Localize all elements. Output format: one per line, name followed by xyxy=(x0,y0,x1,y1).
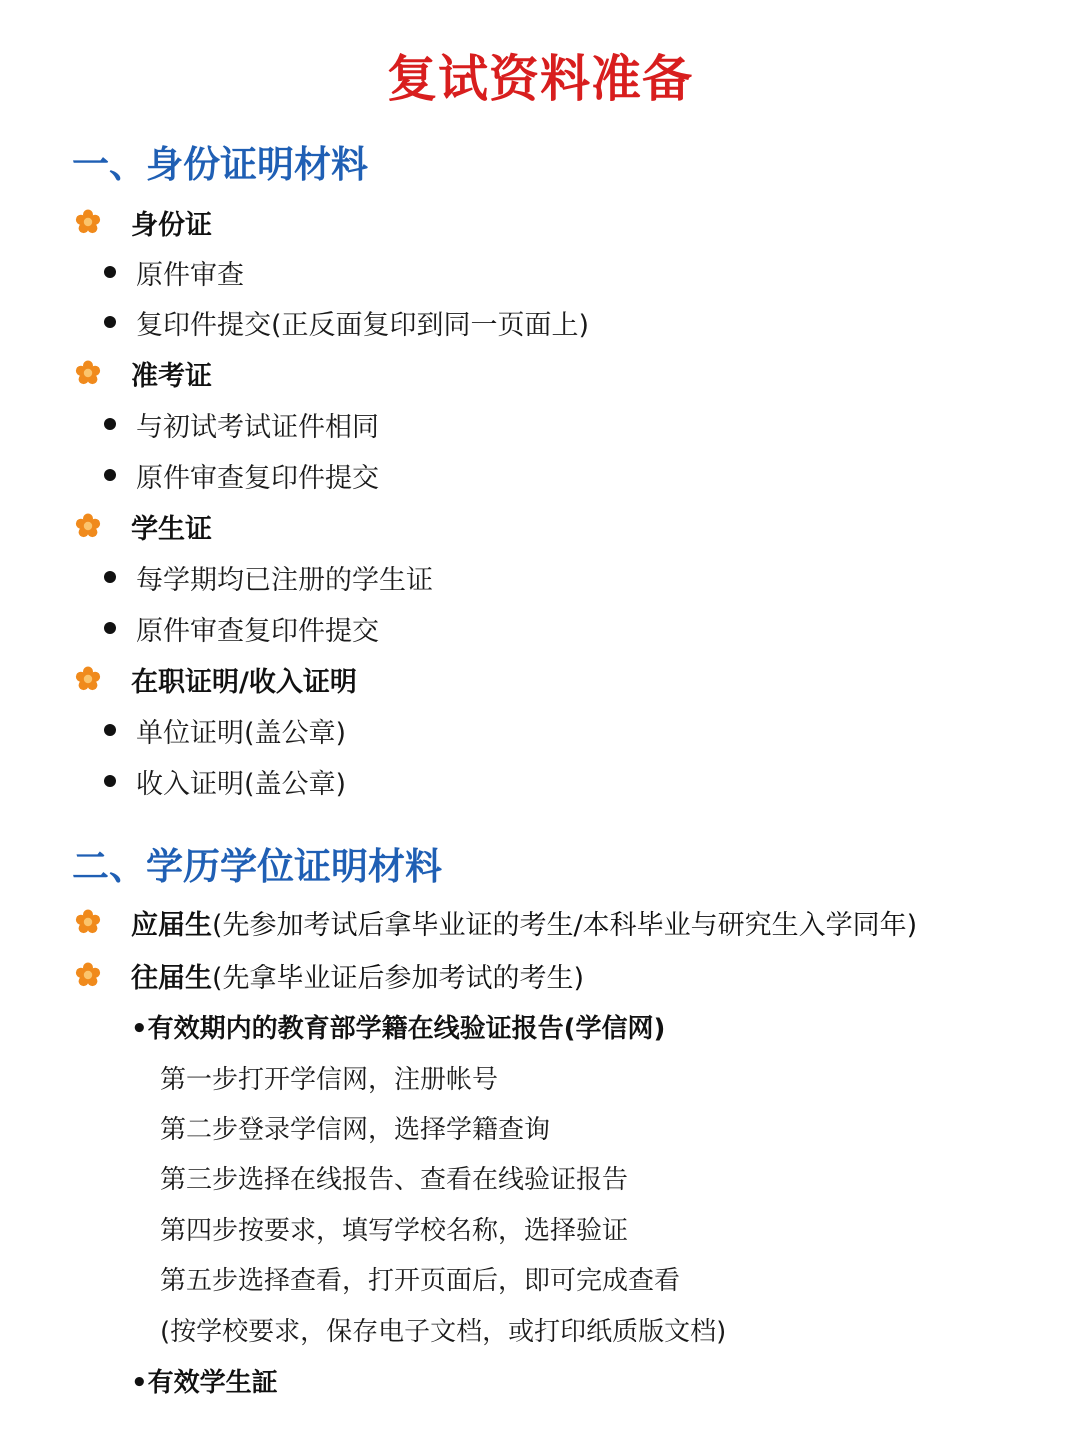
item-label: 单位证明(盖公章) xyxy=(136,717,347,749)
section-heading-identity: 一、身份证明材料 xyxy=(72,142,368,186)
bullet-dot xyxy=(104,469,116,481)
bullet-dot xyxy=(104,266,116,278)
step-item xyxy=(0,1102,1080,1152)
step-text: 第四步按要求，填写学校名称，选择验证 xyxy=(160,1215,629,1246)
item-label: 收入证明(盖公章) xyxy=(136,768,347,800)
bullet-dot xyxy=(104,724,116,736)
category-label: 身份证 xyxy=(131,209,212,241)
bullet-dot xyxy=(104,316,116,328)
list-item xyxy=(0,247,1080,297)
report-heading: •有效期内的教育部学籍在线验证报告(学信网) xyxy=(131,1013,666,1044)
category-past-graduate xyxy=(0,950,1080,1000)
list-item xyxy=(0,399,1080,449)
bullet-dot xyxy=(104,775,116,787)
category-label: 学生证 xyxy=(131,513,212,545)
category-label xyxy=(131,956,584,995)
step-item xyxy=(0,1203,1080,1253)
student-card-row xyxy=(0,1355,1080,1405)
category-id-card xyxy=(0,197,1080,247)
list-item xyxy=(0,297,1080,347)
list-item xyxy=(0,603,1080,653)
list-item xyxy=(0,756,1080,806)
category-label: 在职证明/收入证明 xyxy=(131,666,357,698)
list-item xyxy=(0,552,1080,602)
item-label: 原件审查复印件提交 xyxy=(136,615,379,647)
category-note: (先参加考试后拿毕业证的考生/本科毕业与研究生入学同年) xyxy=(212,909,918,941)
list-item xyxy=(0,450,1080,500)
item-label: 与初试考试证件相同 xyxy=(136,411,379,443)
step-text: 第一步打开学信网，注册帐号 xyxy=(160,1064,499,1095)
bullet-dot xyxy=(104,622,116,634)
step-text: (按学校要求，保存电子文档，或打印纸质版文档) xyxy=(160,1316,727,1347)
orange-flower-icon xyxy=(75,909,101,935)
orange-flower-icon xyxy=(75,962,101,988)
category-fresh-graduate xyxy=(0,897,1080,947)
category-label: 准考证 xyxy=(131,360,212,392)
orange-flower-icon xyxy=(75,513,101,539)
section-heading-education: 二、学历学位证明材料 xyxy=(72,844,442,888)
category-student-card xyxy=(0,501,1080,551)
bullet-dot xyxy=(104,418,116,430)
step-text: 第二步登录学信网，选择学籍查询 xyxy=(160,1114,551,1145)
category-label xyxy=(131,903,917,942)
student-card-heading: •有效学生証 xyxy=(131,1367,278,1398)
category-admission-ticket xyxy=(0,348,1080,398)
item-label: 复印件提交(正反面复印到同一页面上) xyxy=(136,309,590,341)
bullet-dot xyxy=(104,571,116,583)
category-name: 应届生 xyxy=(131,909,212,941)
step-item xyxy=(0,1052,1080,1102)
step-item xyxy=(0,1253,1080,1303)
orange-flower-icon xyxy=(75,666,101,692)
category-note: (先拿毕业证后参加考试的考生) xyxy=(212,962,585,994)
category-name: 往届生 xyxy=(131,962,212,994)
orange-flower-icon xyxy=(75,360,101,386)
step-text: 第五步选择查看，打开页面后，即可完成查看 xyxy=(160,1265,681,1296)
item-label: 每学期均已注册的学生证 xyxy=(136,564,433,596)
item-label: 原件审查复印件提交 xyxy=(136,462,379,494)
step-item xyxy=(0,1304,1080,1354)
list-item xyxy=(0,705,1080,755)
page-title: 复试资料准备 xyxy=(387,49,693,108)
orange-flower-icon xyxy=(75,209,101,235)
step-text: 第三步选择在线报告、查看在线验证报告 xyxy=(160,1164,629,1195)
category-employment-proof xyxy=(0,654,1080,704)
item-label: 原件审查 xyxy=(136,259,244,291)
step-item xyxy=(0,1152,1080,1202)
report-heading-row xyxy=(0,1001,1080,1051)
